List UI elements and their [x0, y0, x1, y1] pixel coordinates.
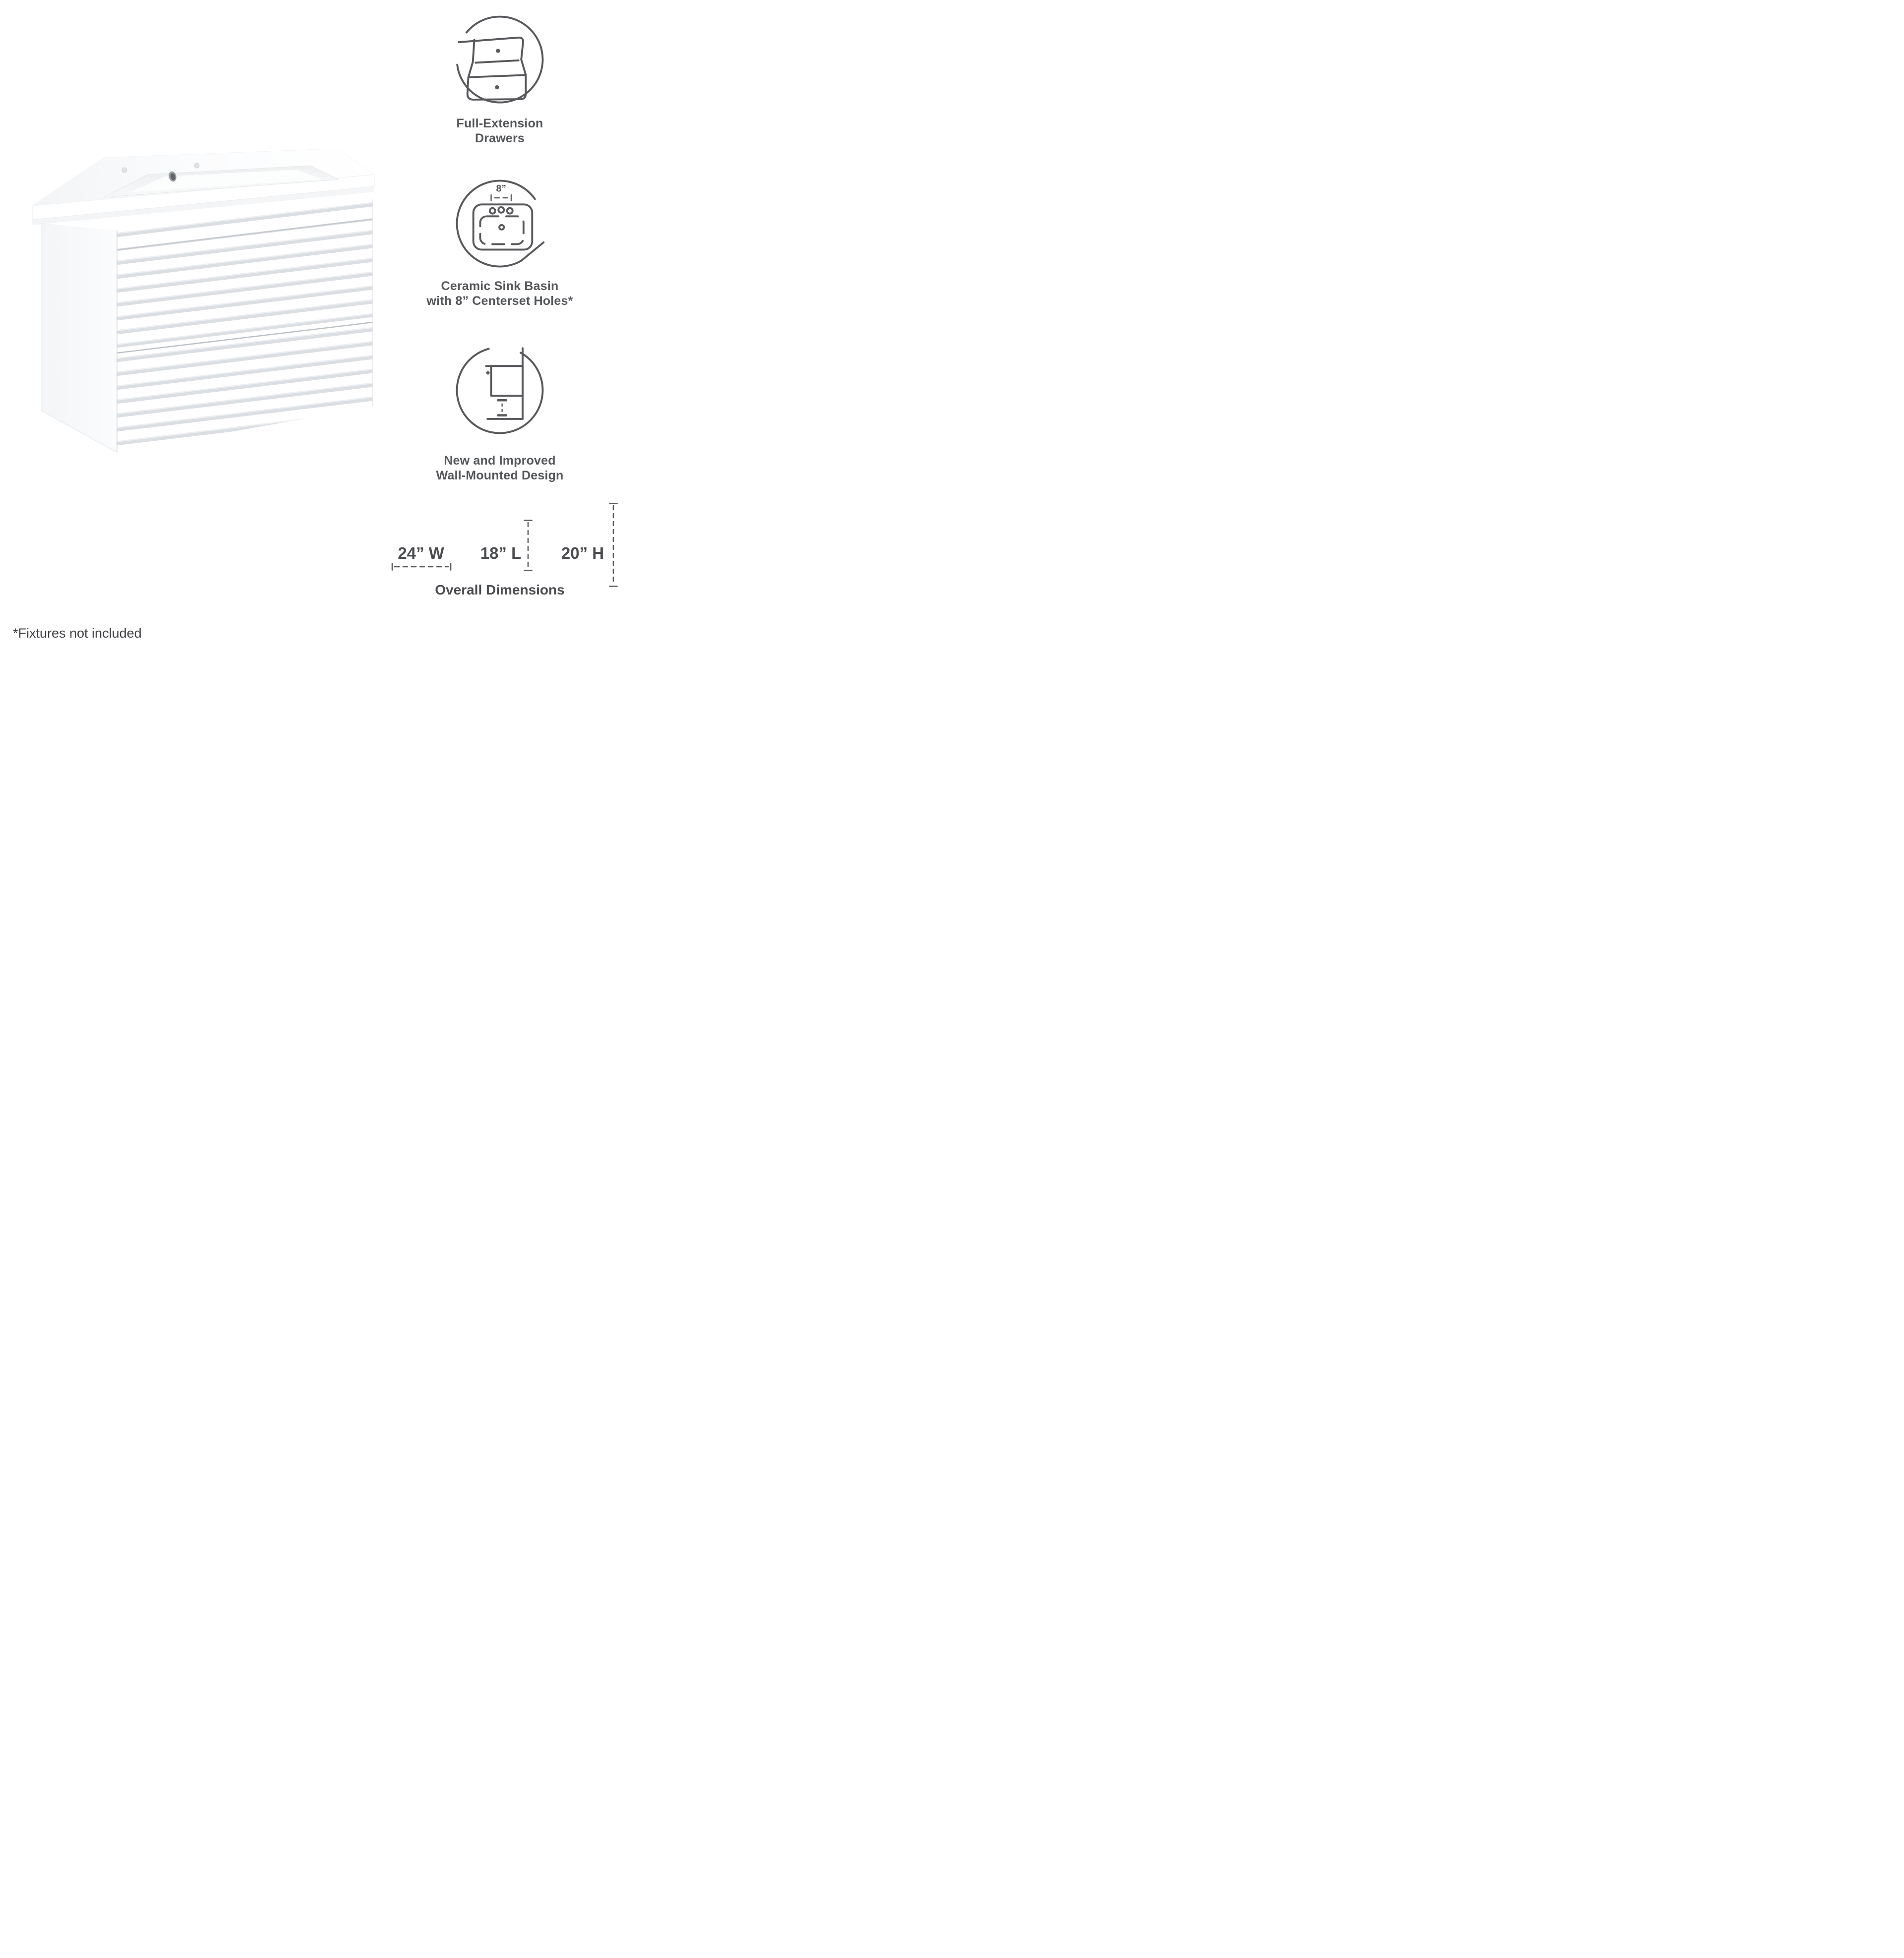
- vanity-side-panel: [41, 223, 117, 452]
- feature-label-wall-mount: New and Improved Wall-Mounted Design: [436, 454, 564, 482]
- feature-label-drawers: Full-Extension Drawers: [456, 117, 543, 145]
- drawer-knob-bottom: [495, 85, 499, 89]
- overall-dimensions-caption: Overall Dimensions: [435, 582, 565, 597]
- cabinet-knob: [486, 371, 490, 375]
- height-dimension-label: 20” H: [561, 544, 604, 562]
- faucet-side-hole-right: [194, 163, 199, 168]
- width-dimension-label: 24” W: [398, 544, 444, 562]
- wall-mounted-design-icon: [454, 345, 545, 436]
- ceramic-sink-basin-icon: [454, 178, 545, 269]
- svg-text:8”: 8”: [496, 183, 506, 194]
- full-extension-drawers-icon: [454, 14, 545, 105]
- length-measure-line: [524, 520, 533, 571]
- drawer-knob-top: [496, 49, 500, 53]
- vanity-product-image: [15, 149, 392, 486]
- width-measure-line: [391, 563, 452, 571]
- fixtures-footnote: *Fixtures not included: [13, 626, 142, 641]
- feature-label-sink: Ceramic Sink Basin with 8” Centerset Holes*: [426, 279, 573, 308]
- length-dimension-label: 18” L: [480, 544, 522, 562]
- faucet-side-hole-left: [122, 168, 127, 173]
- height-measure-line: [609, 503, 618, 587]
